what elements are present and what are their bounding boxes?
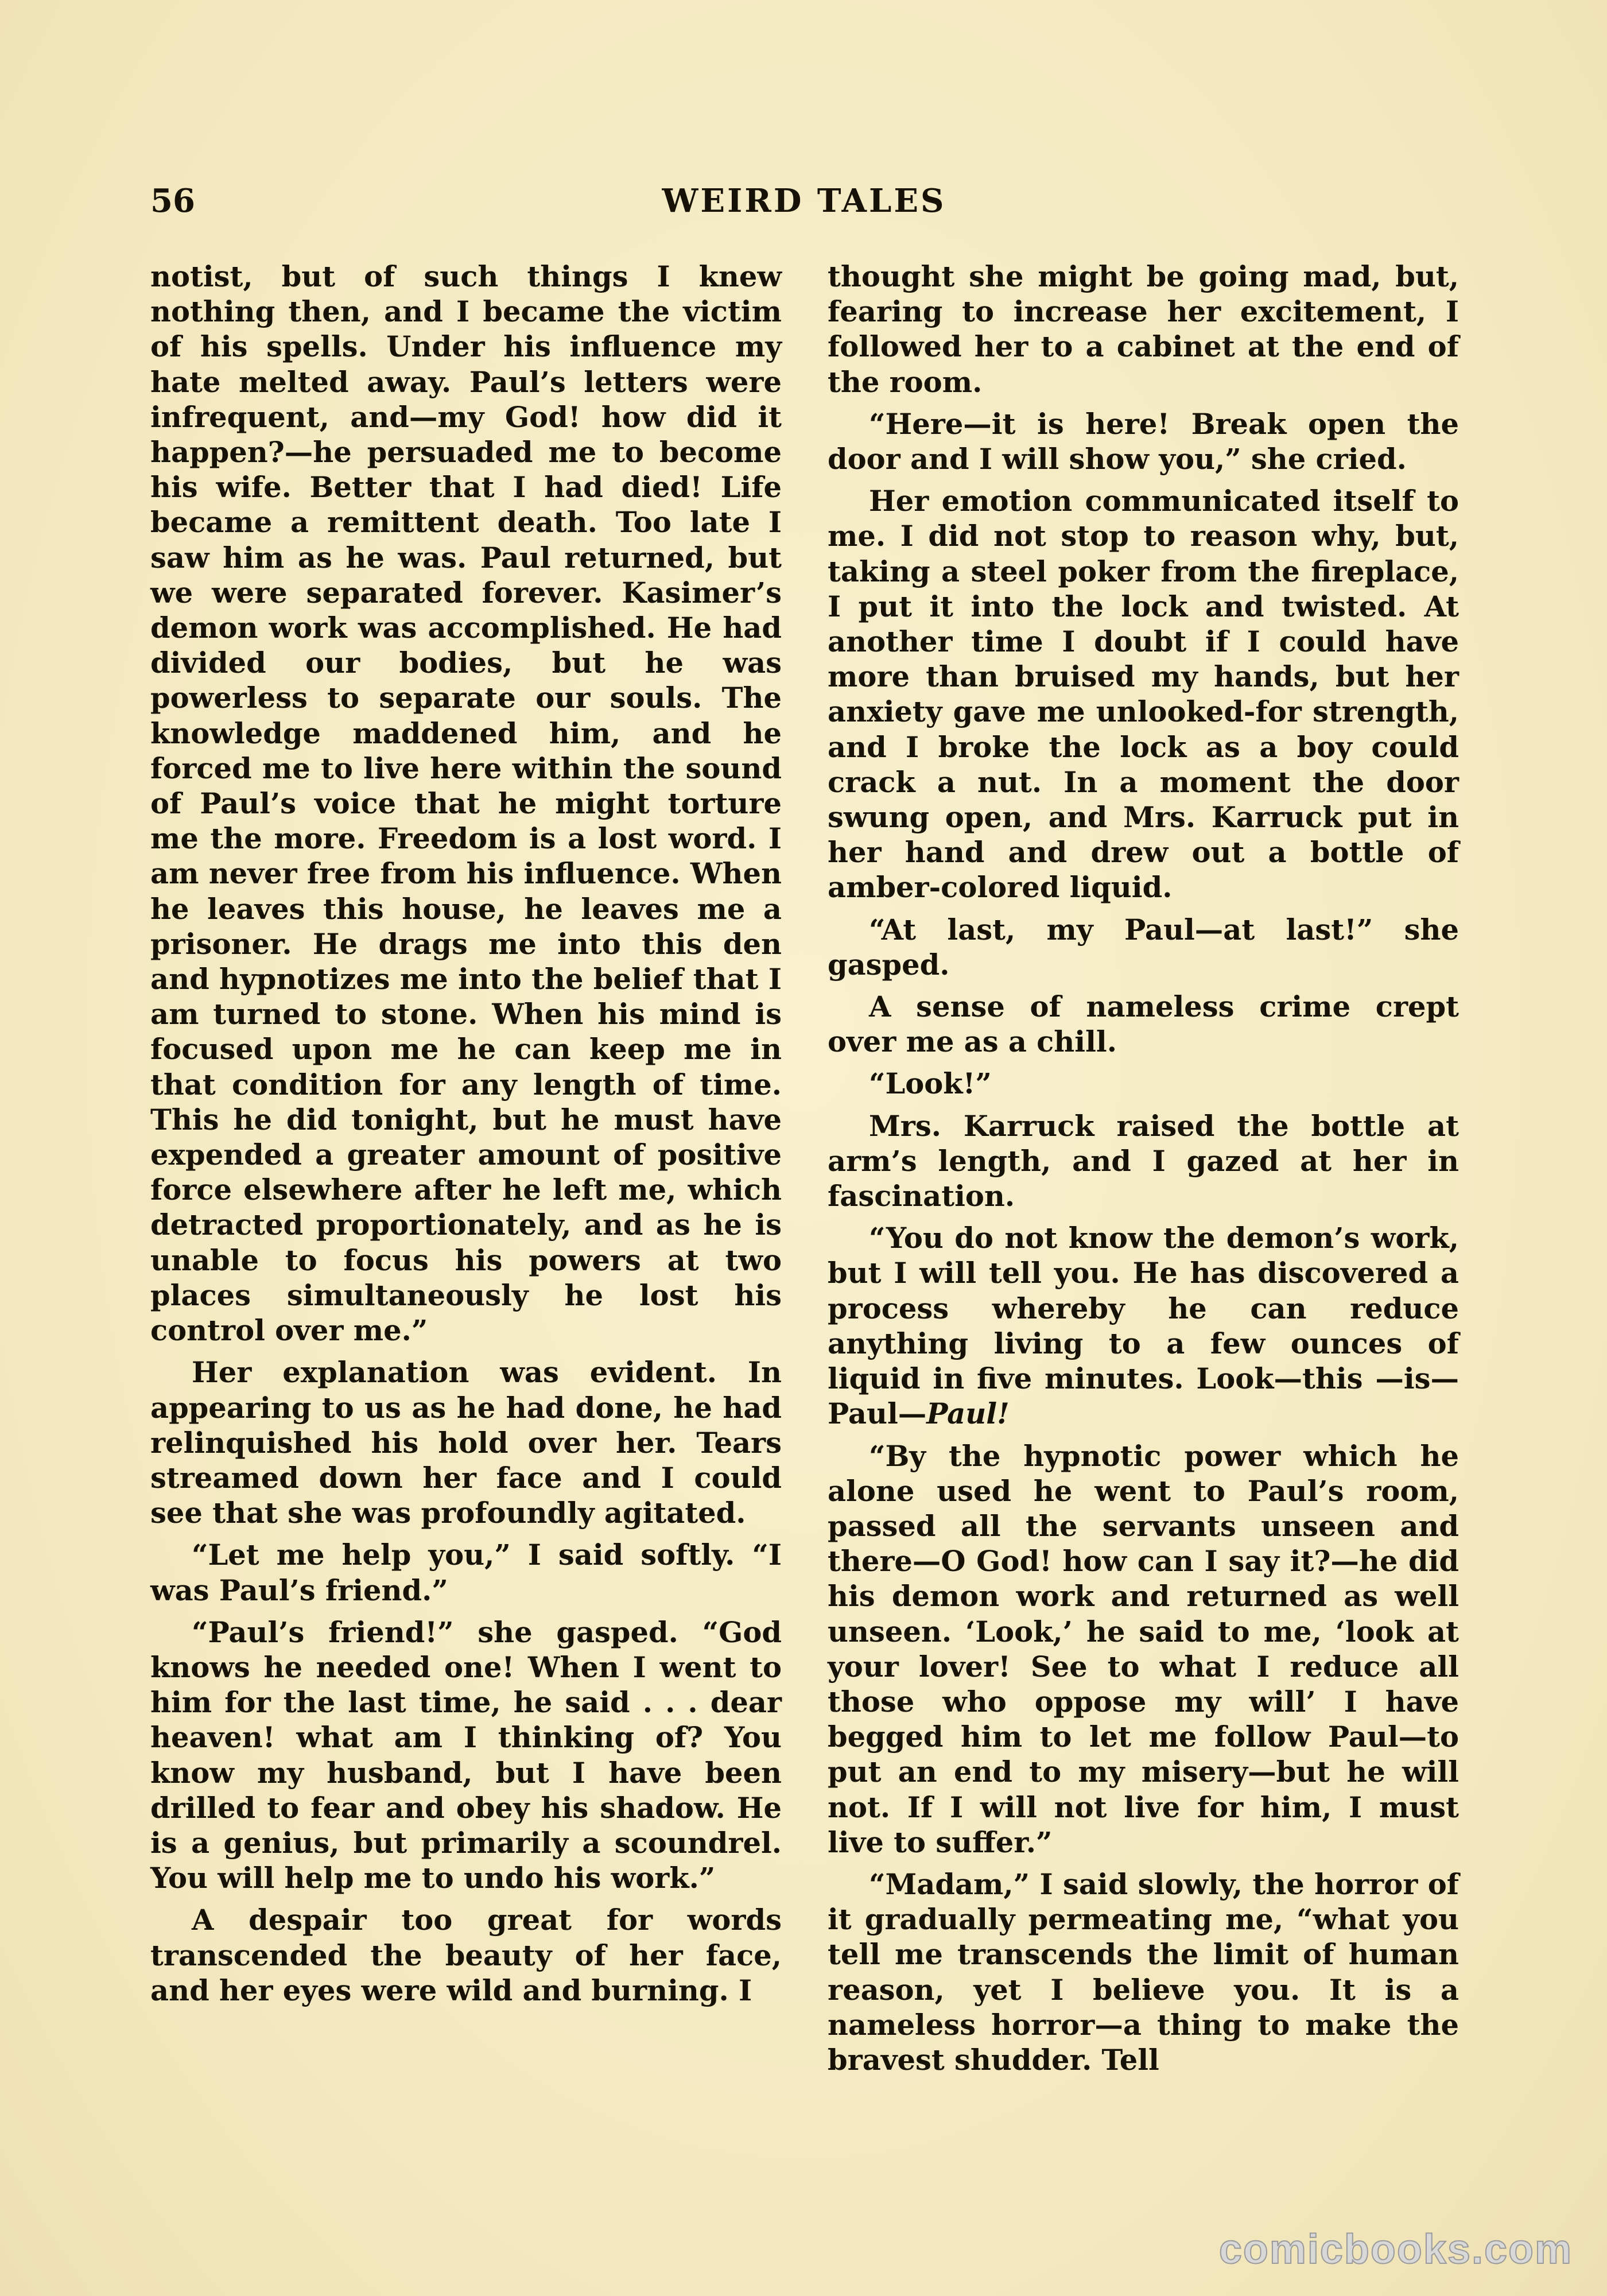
left-column: [150, 259, 782, 2015]
paragraph: thought she might be going mad, but, fearing to increase her excitement, I followed her to a cabinet at the end of the room.: [828, 260, 1459, 399]
watermark: comicbooks.com: [1218, 2227, 1573, 2272]
paragraph: “Here—it is here! Break open the door and I will show you,” she cried.: [828, 407, 1459, 476]
paragraph-text: “You do not know the demon’s work, but I will tell you. He has discovered a process whereby he can reduce anything living to a few ounces of liquid in five minutes. Look—this —is—Paul—: [828, 1221, 1459, 1431]
paragraph: “Let me help you,” I said softly. “I was Paul’s friend.”: [150, 1538, 782, 1607]
running-title: WEIRD TALES: [662, 182, 946, 220]
paragraph: “Madam,” I said slowly, the horror of it gradually permeating me, “what you tell me transcends the limit of human reason, yet I believe you. It is a nameless horror—a thing to make the bravest shudder. Tell: [828, 1867, 1459, 2077]
paragraph: “Look!”: [869, 1067, 992, 1101]
right-column: [828, 259, 1459, 2085]
emphasized-text: Paul!: [926, 1397, 1010, 1431]
page-number: 56: [150, 182, 195, 220]
paragraph: A sense of nameless crime crept over me as a chill.: [828, 990, 1459, 1059]
paragraph: Her emotion communicated itself to me. I did not stop to reason why, but, taking a steel poker from the fireplace, I put it into the lock and twisted. At another time I doubt if I could have more than bruised my hands, but her anxiety gave me unlooked-for strength, and I broke the lock as a boy could crack a nut. In a moment the door swung open, and Mrs. Karruck put in her hand and drew out a bottle of amber-colored liquid.: [828, 484, 1459, 905]
paragraph: “At last, my Paul—at last!” she gasped.: [828, 913, 1459, 982]
paragraph: “Paul’s friend!” she gasped. “God knows he needed one! When I went to him for the last time, he said . . . dear heaven! what am I thinking of? You know my husband, but I have been drilled to fear and obey his shadow. He is a genius, but primarily a scoundrel. You will help me to undo his work.”: [150, 1615, 782, 1895]
page-header: [150, 178, 1458, 224]
paragraph: Her explanation was evident. In appearing to us as he had done, he had relinquished his hold over her. Tears streamed down her face and I could see that she was profoundly agitated.: [150, 1356, 782, 1530]
paragraph: notist, but of such things I knew nothing then, and I became the victim of his spells. Under his influence my hate melted away. Paul’s letters were infrequent, and—my God! how did it happen?—he persuaded me to become his wife. Better that I had died! Life became a remittent death. Too late I saw him as he was. Paul returned, but we were separated forever. Kasimer’s demon work was accomplished. He had divided our bodies, but he was powerless to separate our souls. The knowledge maddened him, and he forced me to live here within the sound of Paul’s voice that he might torture me the more. Freedom is a lost word. I am never free from his influence. When he leaves this house, he leaves me a prisoner. He drags me into this den and hypnotizes me into the belief that I am turned to stone. When his mind is focused upon me he can keep me in that condition for any length of time. This he did tonight, but he must have expended a greater amount of positive force elsewhere after he left me, which detracted proportionately, and as he is unable to focus his powers at two places simultaneously he lost his control over me.”: [150, 260, 782, 1348]
paragraph: A despair too great for words transcended the beauty of her face, and her eyes were wild and burning. I: [150, 1903, 782, 2007]
paragraph: [828, 1221, 1459, 1432]
paragraph: Mrs. Karruck raised the bottle at arm’s length, and I gazed at her in fascination.: [828, 1109, 1459, 1213]
paragraph: “By the hypnotic power which he alone used he went to Paul’s room, passed all the servants unseen and there—O God! how can I say it?—he did his demon work and returned as well unseen. ‘Look,’ he said to me, ‘look at your lover! See to what I reduce all those who oppose my will’ I have begged him to let me follow Paul—to put an end to my misery—but he will not. If I will not live for him, I must live to suffer.”: [828, 1439, 1459, 1859]
